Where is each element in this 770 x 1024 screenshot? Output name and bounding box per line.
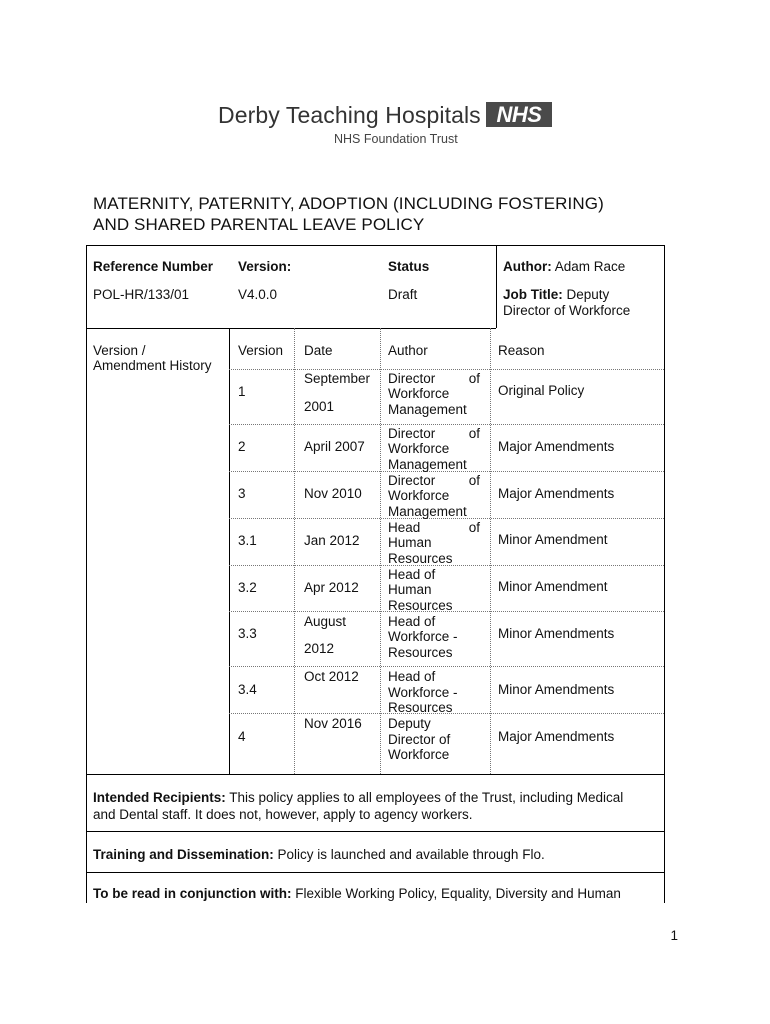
history-rule	[490, 328, 491, 774]
history-author	[388, 426, 480, 442]
history-author: Workforce	[388, 747, 450, 762]
history-reason: Minor Amendments	[498, 682, 615, 697]
table-rule	[229, 328, 230, 774]
history-reason: Major Amendments	[498, 439, 615, 454]
trust-name: NHS Foundation Trust	[334, 132, 458, 146]
author-word: of	[468, 426, 480, 441]
trust-logo	[218, 100, 558, 150]
history-author: Head of	[388, 567, 436, 582]
version-value: V4.0.0	[238, 287, 278, 302]
history-author	[388, 473, 480, 489]
table-rule	[86, 831, 665, 832]
history-author: Resources	[388, 700, 453, 715]
author-word: of	[468, 473, 480, 488]
history-author	[388, 520, 480, 536]
history-author: Workforce	[388, 441, 450, 456]
history-author	[388, 371, 480, 387]
history-reason: Major Amendments	[498, 729, 615, 744]
history-author: Management	[388, 504, 467, 519]
history-header-author: Author	[388, 343, 428, 358]
training-label: Training and Dissemination:	[93, 847, 274, 862]
history-date: Nov 2016	[304, 716, 362, 731]
page-number: 1	[670, 928, 678, 943]
history-header-reason: Reason	[498, 343, 545, 358]
history-author: Resources	[388, 551, 453, 566]
training-dissemination	[93, 846, 663, 863]
table-rule	[86, 872, 665, 873]
recipients-label: Intended Recipients:	[93, 790, 226, 805]
version-label: Version:	[238, 259, 292, 274]
status-value: Draft	[388, 287, 418, 302]
history-author: Human	[388, 582, 432, 597]
author-word: of	[468, 520, 480, 535]
history-label-line-1: Version /	[93, 343, 146, 358]
history-author: Workforce	[388, 386, 450, 401]
history-author: Head of	[388, 614, 436, 629]
table-rule	[86, 328, 496, 329]
author-word: of	[468, 371, 480, 386]
training-text: Policy is launched and available through Flo.	[273, 847, 545, 862]
history-date: August	[304, 614, 347, 629]
title-line-2: AND SHARED PARENTAL LEAVE POLICY	[93, 215, 425, 234]
job-title-value: Deputy	[562, 287, 610, 302]
history-author: Head of	[388, 669, 436, 684]
conjunction-label: To be read in conjunction with:	[93, 886, 292, 901]
history-header-version: Version	[238, 343, 284, 358]
recipients-line-2: and Dental staff. It does not, however, apply to agency workers.	[93, 807, 473, 822]
history-author: Resources	[388, 645, 453, 660]
history-version: 3.2	[238, 580, 257, 595]
history-rule	[380, 328, 381, 774]
title-line-1: MATERNITY, PATERNITY, ADOPTION (INCLUDING FOSTERING)	[93, 194, 604, 213]
nhs-badge: NHS	[486, 102, 552, 127]
history-author: Resources	[388, 598, 453, 613]
history-reason: Minor Amendment	[498, 579, 608, 594]
author-word: Head	[388, 520, 421, 535]
author-field	[503, 259, 625, 275]
reference-number-label: Reference Number	[93, 259, 214, 274]
author-value: Adam Race	[551, 259, 626, 274]
author-word: Director	[388, 473, 436, 488]
history-author: Workforce -	[388, 685, 458, 700]
history-reason: Minor Amendments	[498, 626, 615, 641]
history-version: 3.1	[238, 533, 257, 548]
read-in-conjunction	[93, 885, 663, 902]
table-rule	[496, 245, 497, 328]
history-date: September	[304, 371, 371, 386]
table-rule	[86, 245, 87, 903]
history-author: Director of	[388, 732, 451, 747]
history-author: Management	[388, 402, 467, 417]
history-label-line-2: Amendment History	[93, 358, 212, 373]
history-version: 3	[238, 486, 246, 501]
author-label: Author:	[503, 259, 552, 274]
job-title-label: Job Title:	[503, 287, 563, 302]
history-date: Oct 2012	[304, 669, 359, 684]
recipients-text: This policy applies to all employees of the Trust, including Medical	[225, 790, 624, 805]
history-date: Apr 2012	[304, 580, 359, 595]
history-date: 2001	[304, 399, 335, 414]
history-author: Management	[388, 457, 467, 472]
history-date: 2012	[304, 641, 335, 656]
history-author: Workforce	[388, 488, 450, 503]
table-rule	[86, 774, 665, 775]
table-rule	[664, 245, 665, 903]
history-reason: Minor Amendment	[498, 532, 608, 547]
history-author: Workforce -	[388, 629, 458, 644]
author-word: Director	[388, 426, 436, 441]
history-version: 1	[238, 384, 246, 399]
history-header-date: Date	[304, 343, 333, 358]
history-version: 2	[238, 439, 246, 454]
history-version: 4	[238, 729, 246, 744]
history-author: Deputy	[388, 716, 431, 731]
recipients-line-1	[93, 789, 663, 806]
table-rule	[86, 245, 665, 246]
history-version: 3.4	[238, 682, 257, 697]
intended-recipients	[93, 789, 663, 823]
org-name: Derby Teaching Hospitals	[218, 102, 481, 128]
history-version: 3.3	[238, 626, 257, 641]
history-reason: Original Policy	[498, 383, 585, 398]
history-date: Nov 2010	[304, 486, 362, 501]
reference-number-value: POL-HR/133/01	[93, 287, 190, 302]
history-date: April 2007	[304, 439, 365, 454]
author-word: Director	[388, 371, 436, 386]
document-title	[93, 193, 693, 235]
job-title-field	[503, 287, 609, 303]
job-title-value-line-2: Director of Workforce	[503, 303, 631, 318]
history-reason: Major Amendments	[498, 486, 615, 501]
history-author: Human	[388, 535, 432, 550]
history-date: Jan 2012	[304, 533, 360, 548]
status-label: Status	[388, 259, 430, 274]
conjunction-text: Flexible Working Policy, Equality, Diversity and Human	[291, 886, 621, 901]
history-rule	[294, 328, 295, 774]
